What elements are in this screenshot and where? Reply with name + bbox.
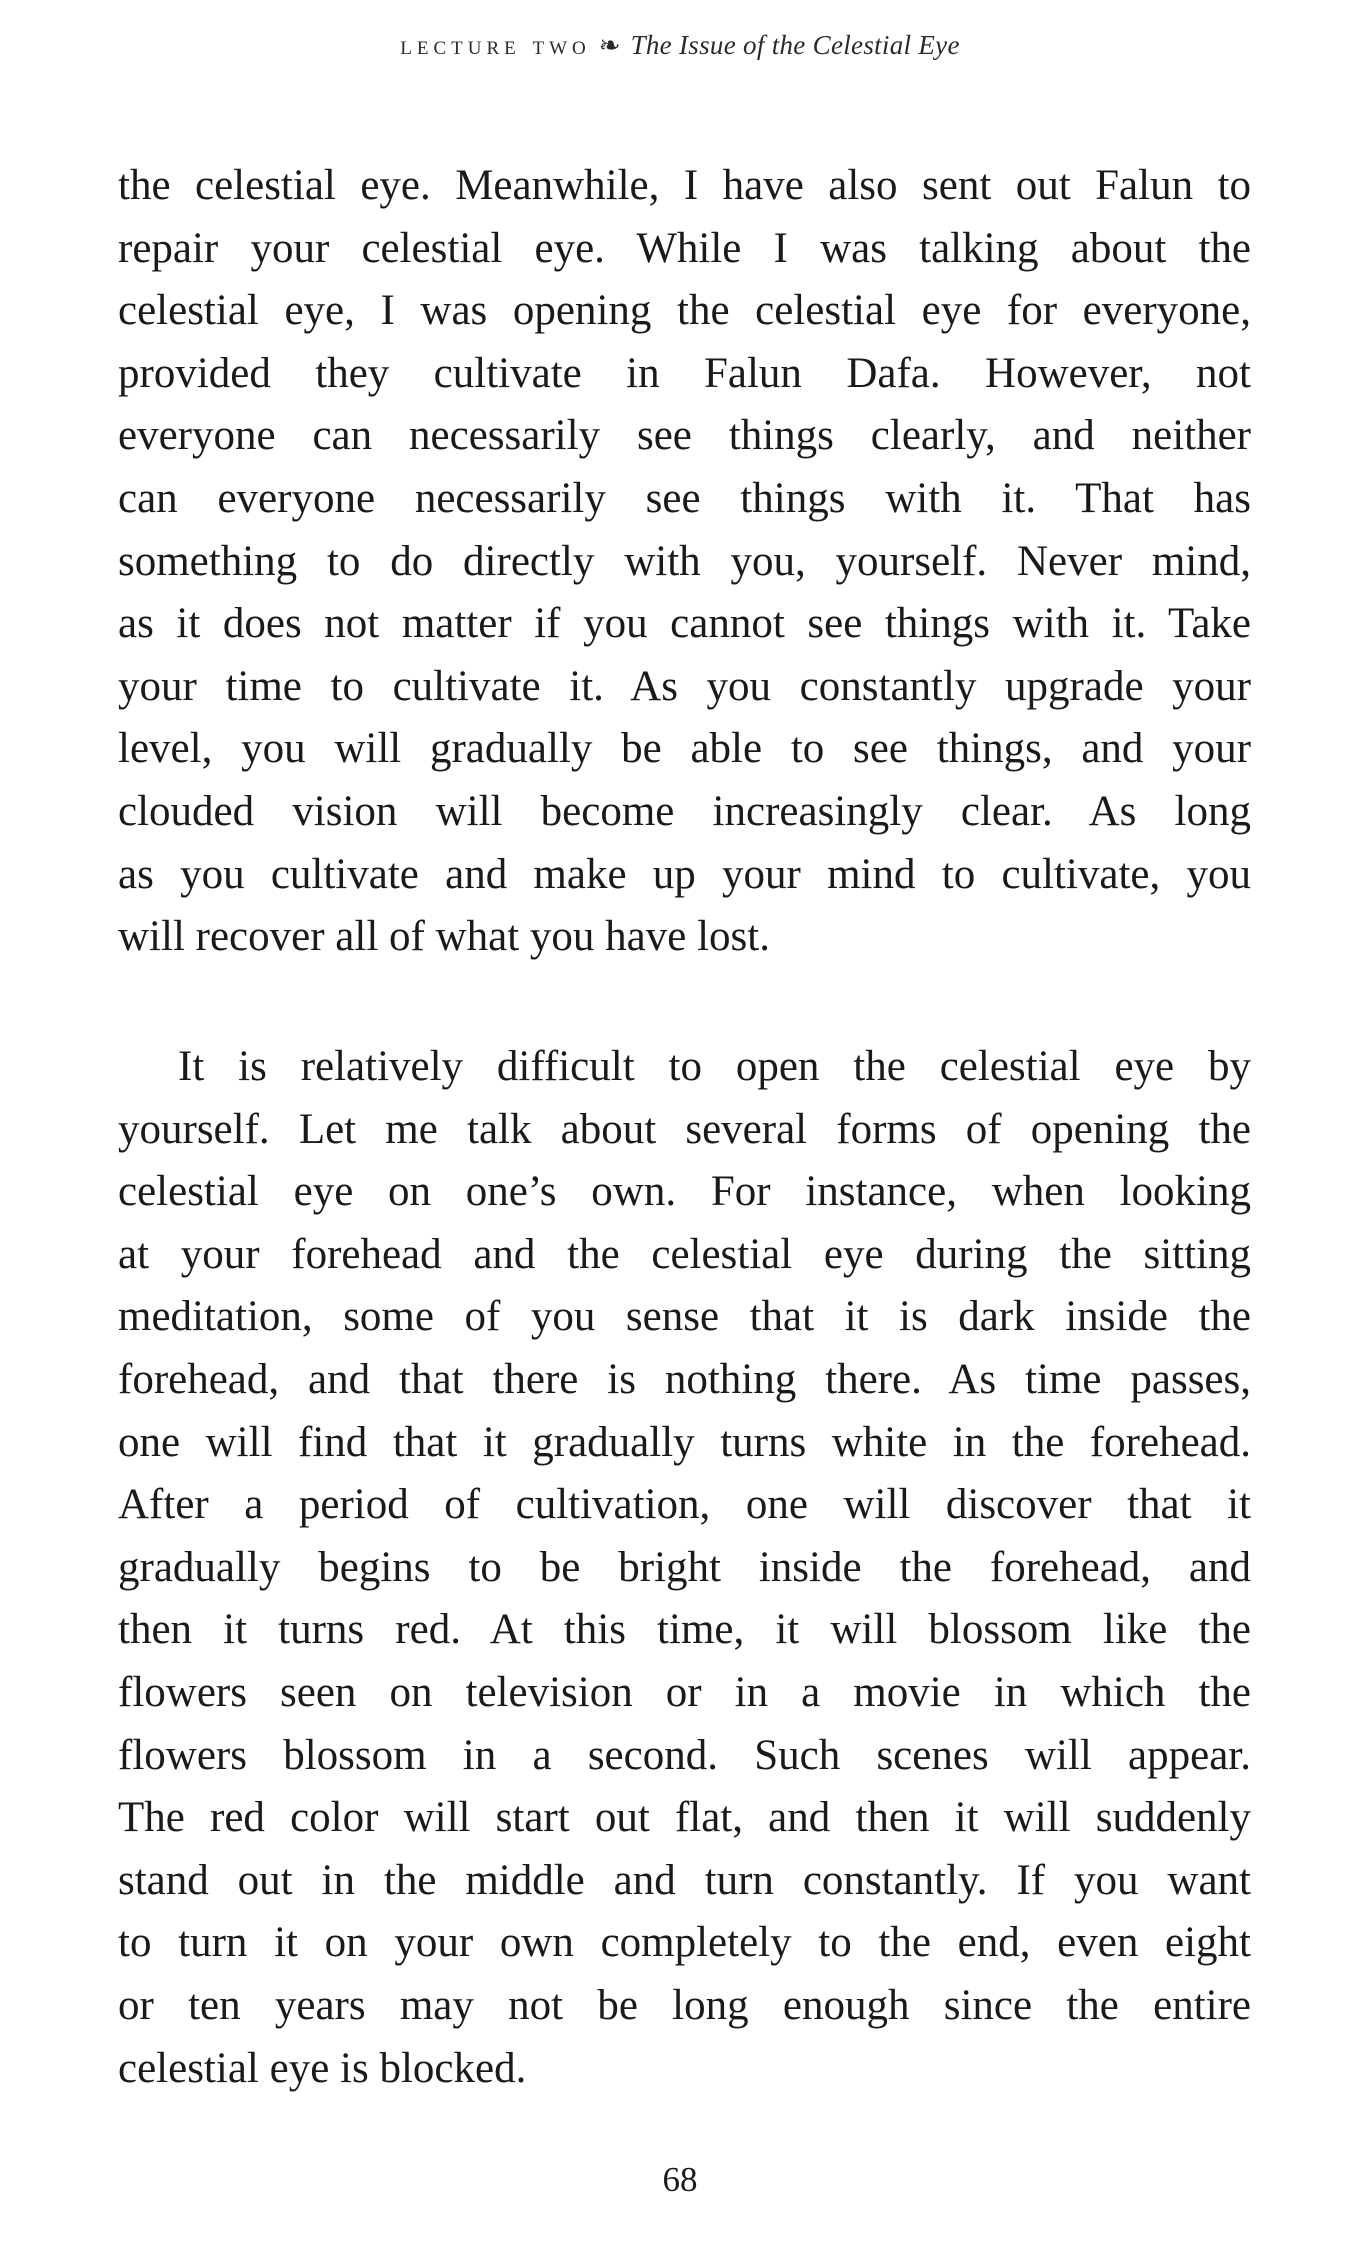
text-line: will recover all of what you have lost.: [118, 913, 770, 961]
running-head-title: The Issue of the Celestial Eye: [630, 30, 960, 60]
running-head-lecture: lecture two: [400, 30, 591, 60]
text-line: The red color will start out flat, and then it will suddenly: [118, 1794, 1251, 1842]
text-line: can everyone necessarily see things with it. That has: [118, 474, 1251, 522]
text-line: clouded vision will become increasingly clear. As long: [118, 787, 1251, 835]
text-line: your time to cultivate it. As you constantly upgrade your: [118, 662, 1251, 710]
text-line: the celestial eye. Meanwhile, I have also sent out Falun to: [118, 162, 1251, 209]
text-line: to turn it on your own completely to the end, even eight: [118, 1919, 1251, 1967]
paragraph-1: [118, 155, 1251, 969]
text-line: something to do directly with you, yourself. Never mind,: [118, 537, 1251, 585]
text-line: gradually begins to be bright inside the forehead, and: [118, 1543, 1251, 1591]
text-line: celestial eye, I was opening the celestial eye for everyone,: [118, 287, 1251, 335]
text-line: as it does not matter if you cannot see things with it. Take: [118, 600, 1251, 648]
text-line: After a period of cultivation, one will discover that it: [118, 1481, 1251, 1529]
fleuron-ornament-icon: ❧: [598, 31, 621, 60]
text-line: then it turns red. At this time, it will blossom like the: [118, 1606, 1251, 1654]
text-line: flowers seen on television or in a movie in which the: [118, 1668, 1251, 1716]
page-number: 68: [662, 2160, 698, 2199]
paragraph-2: [118, 1036, 1251, 2100]
text-line: as you cultivate and make up your mind to cultivate, you: [118, 850, 1251, 898]
text-line: celestial eye is blocked.: [118, 2044, 527, 2092]
text-line: celestial eye on one’s own. For instance, when looking: [118, 1168, 1251, 1216]
text-line: yourself. Let me talk about several forms of opening the: [118, 1105, 1251, 1153]
text-line: everyone can necessarily see things clearly, and neither: [118, 412, 1251, 460]
text-line: forehead, and that there is nothing there. As time passes,: [118, 1355, 1251, 1403]
running-head: [0, 30, 1360, 61]
text-line: flowers blossom in a second. Such scenes will appear.: [118, 1731, 1251, 1779]
text-line: provided they cultivate in Falun Dafa. However, not: [118, 349, 1251, 397]
text-line: repair your celestial eye. While I was talking about the: [118, 224, 1251, 272]
text-line: one will find that it gradually turns white in the forehead.: [118, 1418, 1251, 1466]
text-line: level, you will gradually be able to see things, and your: [118, 725, 1251, 773]
text-line: at your forehead and the celestial eye during the sitting: [118, 1230, 1251, 1278]
text-line: or ten years may not be long enough since the entire: [118, 1981, 1251, 2029]
text-line: stand out in the middle and turn constantly. If you want: [118, 1856, 1251, 1904]
text-line: meditation, some of you sense that it is dark inside the: [118, 1293, 1251, 1341]
text-line: It is relatively difficult to open the celestial eye by: [178, 1043, 1251, 1090]
